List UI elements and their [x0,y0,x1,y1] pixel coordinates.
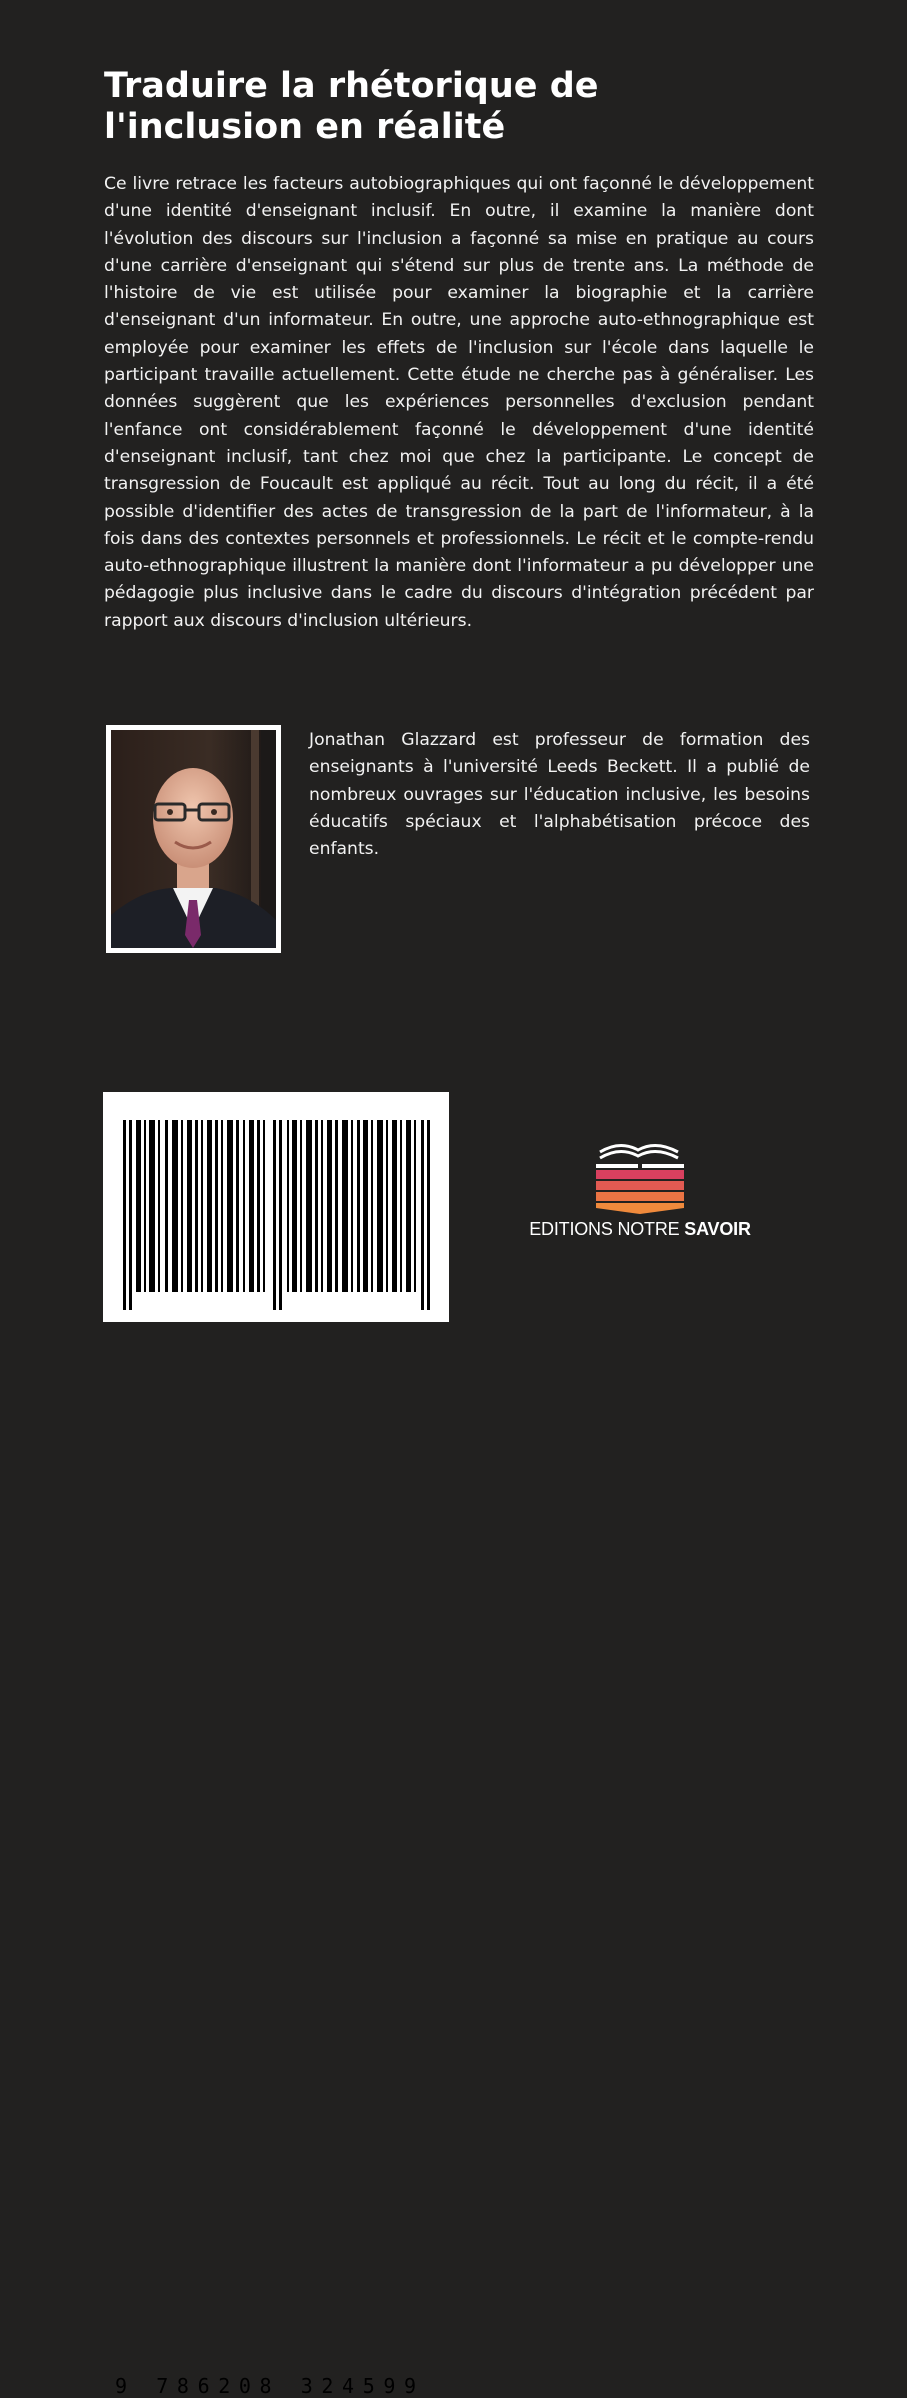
isbn-barcode [103,1092,449,2398]
author-portrait-image [111,730,276,948]
publisher-name-regular: EDITIONS NOTRE [529,1219,685,1239]
publisher-book-icon [590,1138,690,1214]
barcode-bars [103,1092,449,1322]
publisher-name [520,1219,760,1240]
title-line-2: l'inclusion en réalité [104,107,506,147]
publisher-name-bold: SAVOIR [684,1219,751,1239]
title-line-1: Traduire la rhétorique de [104,66,599,106]
book-title [104,66,824,148]
isbn-number: 9 786208 324599 [115,2374,425,2398]
author-photo [106,725,281,953]
author-bio: Jonathan Glazzard est professeur de formation des enseignants à l'université Leeds Beckett. Il a publié de nombreux ouvrages sur l'éducation inclusive, les besoins éducatifs spéciaux et l'alphabétisation précoce des enfants. [309,730,810,860]
book-summary: Ce livre retrace les facteurs autobiographiques qui ont façonné le développement d'une identité d'enseignant inclusif. En outre, il examine la manière dont l'évolution des discours sur l'inclusion a façonné sa mise en pratique au cours d'une carrière d'enseignant qui s'étend sur plus de trente ans. La méthode de l'histoire de vie est utilisée pour examiner la biographie et la carrière d'enseignant d'un informateur. En outre, une approche auto-ethnographique est employée pour examiner les effets de l'inclusion sur l'école dans laquelle le participant travaille actuellement. Cette étude ne cherche pas à généraliser. Les données suggèrent que les expériences personnelles d'exclusion pendant l'enfance ont considérablement façonné le développement d'une identité d'enseignant inclusif, tant chez moi que chez la participante. Le concept de transgression de Foucault est appliqué au récit. Tout au long du récit, il a été possible d'identifier des actes de transgression de la part de l'informateur, à la fois dans des contextes personnels et professionnels. Le récit et le compte-rendu auto-ethnographique illustrent la manière dont l'informateur a pu développer une pédagogie plus inclusive dans le cadre du discours d'intégration précédent par rapport aux discours d'inclusion ultérieurs. [104,174,814,631]
